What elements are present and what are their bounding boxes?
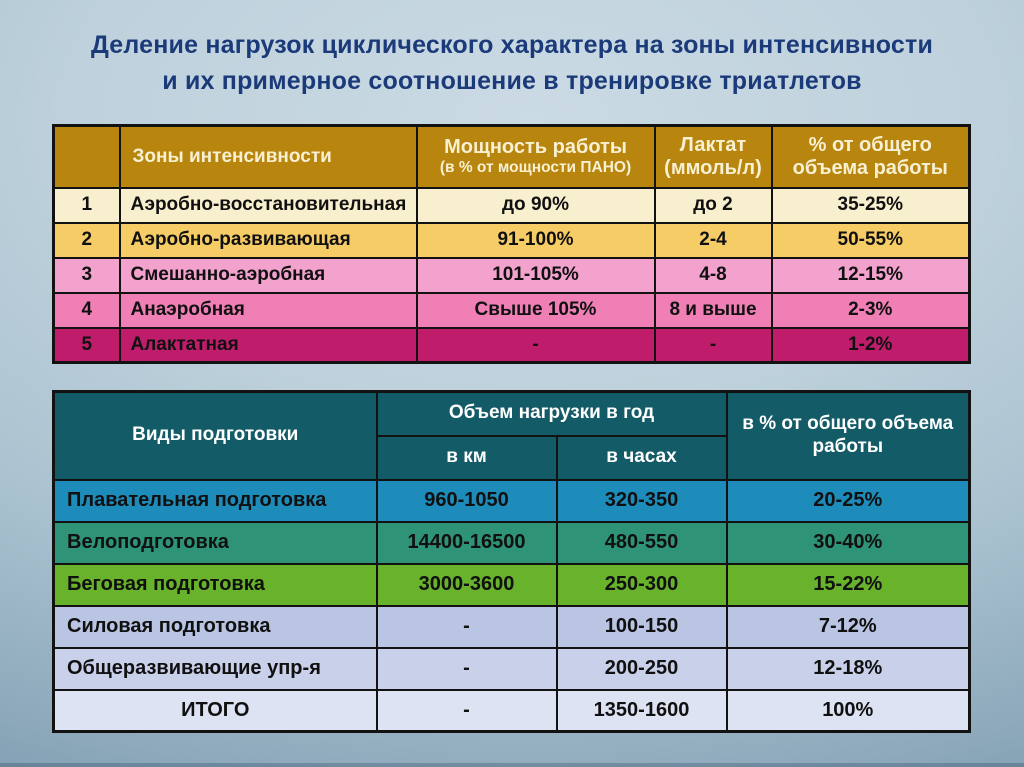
training-hours-cell: 200-250 [557,648,727,690]
table-row [54,648,970,690]
zones-header-power-sub: (в % от мощности ПАНО) [439,159,632,177]
zone-share-cell: 50-55% [772,223,970,258]
zones-header-power-main: Мощность работы [444,136,627,159]
zone-power-cell: 91-100% [417,223,655,258]
training-km-cell: 3000-3600 [377,564,557,606]
table-row [54,258,970,293]
zones-header-share [772,126,970,188]
training-share-cell: 20-25% [727,480,970,522]
training-hours-cell: 1350-1600 [557,690,727,732]
zones-header-number [54,126,120,188]
training-type-cell: Велоподготовка [54,522,377,564]
zone-number-cell: 3 [54,258,120,293]
training-type-cell: Общеразвивающие упр-я [54,648,377,690]
zones-header-lactate-line2: (ммоль/л) [664,156,762,179]
zones-header-lactate [655,126,772,188]
zone-name-cell: Анаэробная [120,293,417,328]
training-share-cell: 7-12% [727,606,970,648]
zone-power-cell: 101-105% [417,258,655,293]
zone-name-cell: Аэробно-восстановительная [120,188,417,223]
table-row [54,188,970,223]
page-title-line2: и их примерное соотношение в тренировке триатлетов [162,67,862,95]
training-header-volume-group: Объем нагрузки в год [377,392,727,436]
zones-header-share-line1: % от общего [808,133,932,156]
page-title-line1: Деление нагрузок циклического характера на зоны интенсивности [90,31,934,59]
zone-lactate-cell: - [655,328,772,363]
zone-number-cell: 5 [54,328,120,363]
zone-number-cell: 1 [54,188,120,223]
training-header-km: в км [377,436,557,480]
training-hours-cell: 320-350 [557,480,727,522]
zone-number-cell: 2 [54,223,120,258]
training-km-cell: - [377,690,557,732]
page-title [0,0,1024,99]
zone-name-cell: Смешанно-аэробная [120,258,417,293]
training-hours-cell: 100-150 [557,606,727,648]
training-hours-cell: 250-300 [557,564,727,606]
training-hours-cell: 480-550 [557,522,727,564]
table-row [54,328,970,363]
zone-lactate-cell: 8 и выше [655,293,772,328]
zones-header-zone: Зоны интенсивности [120,126,417,188]
training-km-cell: - [377,606,557,648]
training-share-cell: 15-22% [727,564,970,606]
training-header-hours: в часах [557,436,727,480]
zone-share-cell: 35-25% [772,188,970,223]
training-share-cell: 12-18% [727,648,970,690]
table-row [54,223,970,258]
zone-power-cell: - [417,328,655,363]
training-type-cell: Беговая подготовка [54,564,377,606]
table-row [54,293,970,328]
zone-name-cell: Аэробно-развивающая [120,223,417,258]
training-header-row-top [54,392,970,436]
zone-power-cell: Свыше 105% [417,293,655,328]
zones-header-row [54,126,970,188]
zone-share-cell: 2-3% [772,293,970,328]
training-type-cell: Плавательная подготовка [54,480,377,522]
table-row [54,606,970,648]
zone-share-cell: 1-2% [772,328,970,363]
zones-header-lactate-line1: Лактат [679,133,747,156]
training-volumes-table [52,390,971,733]
zone-lactate-cell: 4-8 [655,258,772,293]
zone-lactate-cell: до 2 [655,188,772,223]
training-share-cell: 100% [727,690,970,732]
training-header-share: в % от общего объема работы [727,392,970,480]
zone-number-cell: 4 [54,293,120,328]
training-km-cell: 960-1050 [377,480,557,522]
training-type-cell: ИТОГО [54,690,377,732]
zone-power-cell: до 90% [417,188,655,223]
training-header-type: Виды подготовки [54,392,377,480]
table-row [54,564,970,606]
zones-header-power [417,126,655,188]
training-km-cell: 14400-16500 [377,522,557,564]
zone-lactate-cell: 2-4 [655,223,772,258]
zones-header-share-line2: объема работы [792,156,948,179]
zone-name-cell: Алактатная [120,328,417,363]
table-row [54,480,970,522]
training-km-cell: - [377,648,557,690]
training-share-cell: 30-40% [727,522,970,564]
zone-share-cell: 12-15% [772,258,970,293]
table-row [54,522,970,564]
intensity-zones-table [52,124,971,364]
training-type-cell: Силовая подготовка [54,606,377,648]
total-row [54,690,970,732]
